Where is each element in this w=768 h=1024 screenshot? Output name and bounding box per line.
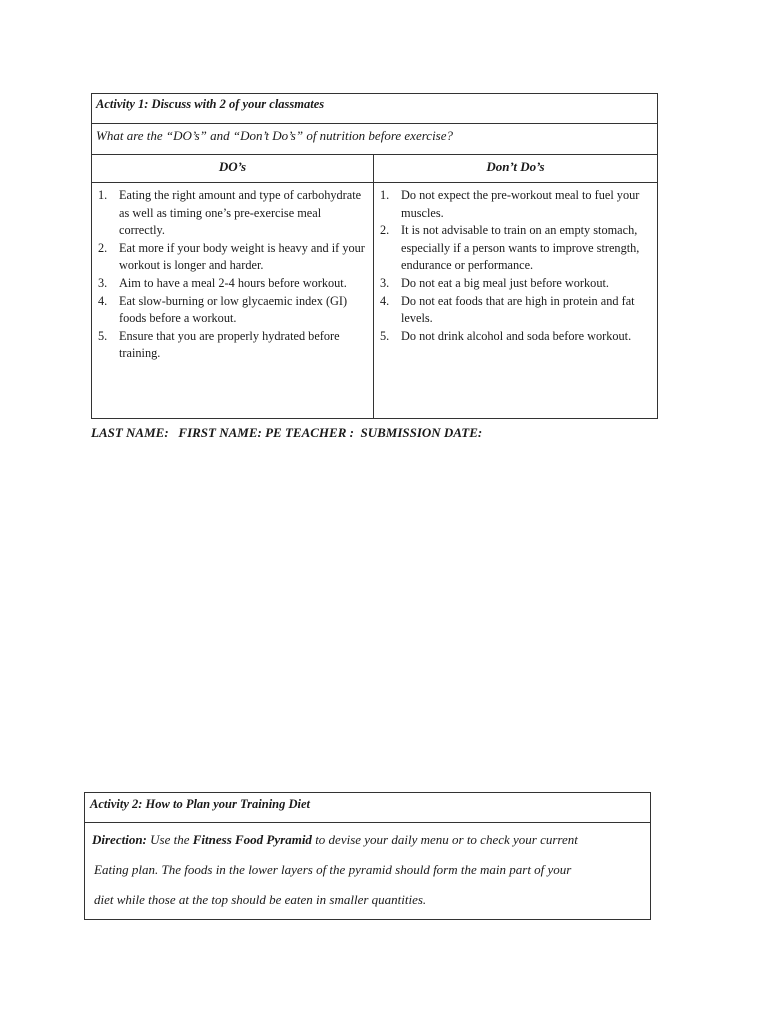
direction-text-part1: Use the [146, 832, 193, 847]
direction-line-3: diet while those at the top should be eaten in smaller quantities. [94, 892, 427, 907]
pe-teacher-label: PE TEACHER : [265, 425, 354, 440]
dos-list [96, 187, 369, 363]
dos-header: DO’s [92, 155, 374, 183]
list-number: 5. [380, 328, 390, 343]
list-item-text: It is not advisable to train on an empty stomach, especially if a person wants to improve strength, endurance or performance. [401, 223, 640, 273]
list-item [96, 328, 369, 363]
list-item-text: Eat more if your body weight is heavy and if your workout is longer and harder. [119, 240, 365, 273]
fitness-food-pyramid-term: Fitness Food Pyramid [192, 832, 312, 847]
list-item [378, 222, 653, 275]
list-item [96, 240, 369, 275]
activity2-table [84, 792, 651, 920]
list-number: 4. [98, 293, 108, 308]
direction-label: Direction: [92, 832, 147, 847]
list-number: 1. [380, 188, 390, 202]
list-number: 2. [380, 223, 390, 238]
list-item [378, 275, 653, 293]
donts-cell [374, 183, 658, 419]
list-item [378, 187, 653, 222]
list-item-text: Do not expect the pre-workout meal to fuel your muscles. [401, 188, 640, 220]
last-name-label: LAST NAME: [91, 425, 169, 440]
list-item-text: Do not drink alcohol and soda before workout. [401, 328, 632, 343]
list-item-text: Do not eat a big meal just before workout. [401, 275, 609, 290]
list-item-text: Eat slow-burning or low glycaemic index (GI) foods before a workout. [119, 293, 348, 326]
list-number: 1. [98, 188, 108, 202]
activity1-title: Activity 1: Discuss with 2 of your classmates [92, 94, 658, 124]
list-number: 3. [98, 275, 108, 290]
activity2-direction [85, 823, 651, 920]
activity2-title: Activity 2: How to Plan your Training Diet [85, 793, 651, 823]
submission-date-label: SUBMISSION DATE: [360, 425, 483, 440]
donts-list [378, 187, 653, 345]
list-item-text: Ensure that you are properly hydrated before training. [119, 328, 340, 361]
list-number: 5. [98, 328, 108, 343]
direction-text-part2: to devise your daily menu or to check your current [311, 832, 578, 847]
list-number: 4. [380, 293, 390, 308]
list-item-text: Do not eat foods that are high in protein and fat levels. [401, 293, 635, 326]
list-number: 3. [380, 275, 390, 290]
list-item-text: Aim to have a meal 2-4 hours before workout. [119, 275, 347, 290]
list-item [378, 293, 653, 328]
list-item [96, 275, 369, 293]
student-info-line [91, 425, 482, 441]
dos-cell [92, 183, 374, 419]
list-item [96, 187, 369, 240]
list-item [96, 293, 369, 328]
direction-line-2: Eating plan. The foods in the lower layers of the pyramid should form the main part of your [94, 862, 572, 877]
list-item [378, 328, 653, 346]
activity1-table [91, 93, 658, 419]
donts-header: Don’t Do’s [374, 155, 658, 183]
list-number: 2. [98, 240, 108, 255]
activity1-question: What are the “DO’s” and “Don’t Do’s” of nutrition before exercise? [92, 124, 658, 155]
first-name-label: FIRST NAME: [178, 425, 262, 440]
list-item-text: Eating the right amount and type of carbohydrate as well as timing one’s pre-exercise meal correctly. [119, 188, 362, 238]
